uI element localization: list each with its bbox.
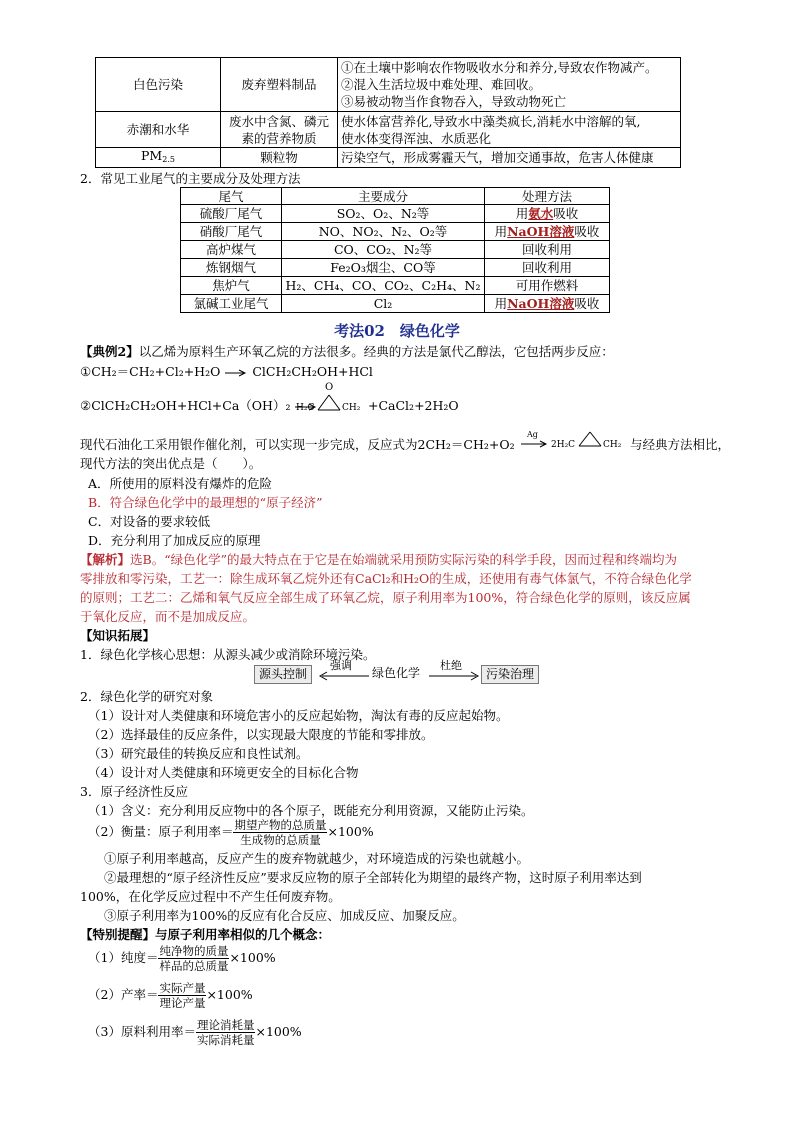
modern-method-tail: 与经典方法相比， bbox=[630, 437, 731, 452]
option-c: C．对设备的要求较低 bbox=[88, 514, 211, 529]
table-row bbox=[96, 148, 681, 168]
col-header: 处理方法 bbox=[485, 188, 610, 205]
list-item: （2）选择最佳的反应条件，以实现最大限度的节能和零排放。 bbox=[88, 727, 434, 742]
flow-arrow-right bbox=[428, 657, 480, 685]
section-title: 2．常见工业尾气的主要成分及处理方法 bbox=[80, 171, 301, 186]
ring-left: 2H₂C bbox=[551, 440, 576, 450]
gas-components: Cl₂ bbox=[282, 295, 485, 313]
eq1-products: ClCH₂CH₂OH+HCl bbox=[252, 364, 373, 379]
list-item: （3）研究最佳的转换反应和良性试剂。 bbox=[88, 746, 309, 761]
gas-components: CO、CO₂、N₂等 bbox=[282, 241, 485, 259]
eq2-products: +CaCl₂+2H₂O bbox=[368, 398, 459, 413]
knowledge-p3: 3．原子经济性反应 bbox=[80, 784, 188, 799]
option-b: B．符合绿色化学中的最理想的“原子经济” bbox=[88, 495, 323, 510]
fraction-numerator: 理论消耗量 bbox=[196, 1018, 255, 1032]
ring-right: CH₂ bbox=[603, 440, 622, 450]
pollution-harm bbox=[338, 58, 681, 112]
eq1-reactants: ①CH₂＝CH₂+Cl₂+H₂O bbox=[80, 364, 221, 379]
note-line: 100%，在化学反应过程中不产生任何废弃物。 bbox=[80, 889, 341, 904]
method-text: 吸收 bbox=[553, 206, 579, 221]
gas-method: 可用作燃料 bbox=[485, 277, 610, 295]
fraction-denominator: 理论产量 bbox=[159, 996, 206, 1010]
table-row bbox=[181, 295, 610, 313]
pollution-name bbox=[96, 148, 221, 168]
pollution-name: 白色污染 bbox=[96, 58, 221, 112]
pollution-source: 废弃塑料制品 bbox=[221, 58, 338, 112]
table-row bbox=[181, 205, 610, 223]
reminder-formula bbox=[88, 943, 276, 973]
option-a: A．所使用的原料没有爆炸的危险 bbox=[88, 476, 273, 491]
gas-components: Fe₂O₃烟尘、CO等 bbox=[282, 259, 485, 277]
reminder-tag: 【特别提醒】与原子利用率相似的几个概念： bbox=[80, 927, 331, 942]
pollution-harm bbox=[338, 112, 681, 148]
p3-formula bbox=[88, 818, 374, 847]
table-row bbox=[181, 277, 610, 295]
pm-sub: 2.5 bbox=[162, 155, 175, 164]
analysis-line: 零排放和零污染，工艺一：除生成环氧乙烷外还有CaCl₂和H₂O的生成，还使用有毒气体氯气，不符合绿色化学 bbox=[80, 571, 692, 586]
epoxide-ring-icon bbox=[296, 383, 376, 419]
fraction-numerator: 实际产量 bbox=[159, 981, 206, 995]
method-text: 用 bbox=[494, 296, 508, 311]
fraction-numerator: 纯净物的质量 bbox=[159, 944, 229, 958]
example-intro-text: 以乙烯为原料生产环氧乙烷的方法很多。经典的方法是氯代乙醇法，它包括两步反应： bbox=[138, 344, 614, 359]
flow-left-box: 源头控制 bbox=[254, 665, 312, 684]
epoxide-structure bbox=[577, 427, 637, 453]
method-highlight: 氨水 bbox=[528, 206, 554, 221]
formula-label: （2）衡量：原子利用率＝ bbox=[88, 824, 234, 839]
left-arrow-icon bbox=[318, 671, 370, 681]
gas-name: 焦炉气 bbox=[181, 277, 282, 295]
analysis-line bbox=[80, 552, 677, 568]
ring-o: O bbox=[325, 382, 334, 393]
reaction-arrow-icon bbox=[224, 368, 248, 378]
list-item: （4）设计对人类健康和环境更安全的目标化合物 bbox=[88, 765, 359, 780]
table-row bbox=[96, 58, 681, 112]
note-line: ②最理想的“原子经济性反应”要求反应物的原子全部转化为期望的最终产物，这时原子利用率达到 bbox=[104, 870, 642, 885]
flow-arrow-label: 杜绝 bbox=[440, 659, 462, 672]
gas-method bbox=[485, 223, 610, 241]
formula-fraction bbox=[196, 1018, 256, 1047]
method-highlight: NaOH溶液 bbox=[507, 296, 575, 311]
flow-arrow-label: 强调 bbox=[330, 659, 352, 672]
gas-components: H₂、CH₄、CO、CO₂、C₂H₄、N₂ bbox=[282, 277, 485, 295]
formula-label: （1）纯度＝ bbox=[88, 950, 159, 965]
formula-label: （3）原料利用率＝ bbox=[88, 1024, 196, 1039]
pollution-name: 赤潮和水华 bbox=[96, 112, 221, 148]
gas-name: 氯碱工业尾气 bbox=[181, 295, 282, 313]
formula-tail: ×100% bbox=[255, 1024, 302, 1039]
right-arrow-icon bbox=[428, 671, 480, 681]
example-intro bbox=[80, 344, 614, 360]
col-header: 主要成分 bbox=[282, 188, 485, 205]
flow-right-box: 污染治理 bbox=[481, 665, 539, 684]
fraction-denominator: 实际消耗量 bbox=[196, 1033, 255, 1047]
harm-line: ②混入生活垃圾中难处理、难回收。 bbox=[341, 77, 542, 92]
epoxide-structure bbox=[296, 383, 376, 419]
formula-tail: ×100% bbox=[327, 824, 374, 839]
knowledge-p2: 2．绿色化学的研究对象 bbox=[80, 689, 213, 704]
catalyst-label: Ag bbox=[527, 430, 538, 439]
section-heading: 考法02 绿色化学 bbox=[334, 322, 460, 340]
note-line: ①原子利用率越高，反应产生的废弃物就越少，对环境造成的污染也就越小。 bbox=[104, 851, 530, 866]
analysis-line: 于氧化反应，而不是加成反应。 bbox=[80, 609, 256, 624]
gas-name: 高炉煤气 bbox=[181, 241, 282, 259]
p3-definition: （1）含义：充分利用反应物中的各个原子，既能充分利用资源，又能防止污染。 bbox=[88, 803, 534, 818]
pollution-source: 颗粒物 bbox=[221, 148, 338, 168]
gas-method: 回收利用 bbox=[485, 241, 610, 259]
col-header: 尾气 bbox=[181, 188, 282, 205]
eq2-reactants: ②ClCH₂CH₂OH+HCl+Ca（OH）₂ bbox=[80, 398, 291, 413]
formula-tail: ×100% bbox=[206, 987, 253, 1002]
method-text: 吸收 bbox=[574, 296, 600, 311]
gas-table bbox=[180, 187, 610, 313]
analysis-text: 选B。“绿色化学”的最大特点在于它是在始端就采用预防实际污染的科学手段，因而过程和终端均为 bbox=[130, 552, 677, 567]
flow-center: 绿色化学 bbox=[372, 666, 421, 680]
list-item: （1）设计对人类健康和环境危害小的反应起始物，淘汰有毒的反应起始物。 bbox=[88, 708, 509, 723]
gas-components: NO、NO₂、N₂、O₂等 bbox=[282, 223, 485, 241]
fraction-denominator: 生成物的总质量 bbox=[240, 833, 321, 847]
table-row bbox=[181, 241, 610, 259]
formula-label: （2）产率＝ bbox=[88, 987, 159, 1002]
pm-label: PM bbox=[141, 148, 163, 163]
pollution-harm: 污染空气，形成雾霾天气，增加交通事故，危害人体健康 bbox=[338, 148, 681, 168]
reminder-formula bbox=[88, 1017, 302, 1047]
harm-line: 使水体变得浑浊、水质恶化 bbox=[341, 130, 492, 146]
ring-left: H₂C bbox=[296, 403, 315, 413]
knowledge-p1: 1．绿色化学核心思想：从源头减少或消除环境污染。 bbox=[80, 647, 376, 662]
gas-components: SO₂、O₂、N₂等 bbox=[282, 205, 485, 223]
modern-method bbox=[80, 437, 515, 453]
gas-name: 炼钢烟气 bbox=[181, 259, 282, 277]
harm-line: 使水体富营养化,导致水中藻类疯长,消耗水中溶解的氧, bbox=[341, 113, 641, 129]
pollution-table bbox=[95, 57, 681, 168]
formula-fraction bbox=[158, 944, 229, 973]
catalyst-arrow bbox=[520, 430, 550, 454]
gas-name: 硫酸厂尾气 bbox=[181, 205, 282, 223]
table-header-row bbox=[181, 188, 610, 205]
flow-arrow-left bbox=[318, 657, 370, 685]
knowledge-tag: 【知识拓展】 bbox=[80, 628, 156, 643]
analysis-tag: 【解析】 bbox=[80, 552, 131, 567]
formula-fraction bbox=[233, 818, 327, 847]
method-text: 吸收 bbox=[574, 224, 600, 239]
table-row bbox=[181, 259, 610, 277]
formula-tail: ×100% bbox=[229, 950, 276, 965]
gas-method: 回收利用 bbox=[485, 259, 610, 277]
pollution-source: 废水中含氮、磷元素的营养物质 bbox=[221, 112, 338, 148]
harm-line: ③易被动物当作食物吞入，导致动物死亡 bbox=[341, 94, 567, 109]
equation-1 bbox=[80, 364, 373, 380]
formula-fraction bbox=[158, 981, 206, 1010]
question-line: 现代方法的突出优点是（ ）。 bbox=[80, 456, 262, 471]
harm-line: ①在土壤中影响农作物吸收水分和养分,导致农作物减产。 bbox=[341, 60, 658, 75]
analysis-line: 的原则；工艺二：乙烯和氧气反应全部生成了环氧乙烷，原子利用率为100%，符合绿色化学的原则，该反应属 bbox=[80, 590, 691, 605]
gas-method bbox=[485, 205, 610, 223]
table-row bbox=[181, 223, 610, 241]
gas-method bbox=[485, 295, 610, 313]
ring-right: CH₂ bbox=[342, 403, 361, 413]
equation-2 bbox=[80, 398, 318, 414]
method-text: 用 bbox=[494, 224, 508, 239]
fraction-numerator: 期望产物的总质量 bbox=[234, 818, 327, 832]
example-tag: 【典例2】 bbox=[80, 344, 139, 359]
reaction-arrow-icon bbox=[520, 439, 550, 449]
fraction-denominator: 样品的总质量 bbox=[159, 959, 229, 973]
gas-name: 硝酸厂尾气 bbox=[181, 223, 282, 241]
table-row bbox=[96, 112, 681, 148]
note-line: ③原子利用率为100%的反应有化合反应、加成反应、加聚反应。 bbox=[104, 908, 465, 923]
modern-reactants: 现代石油化工采用银作催化剂，可以实现一步完成，反应式为2CH₂＝CH₂+O₂ bbox=[80, 437, 515, 452]
reminder-formula bbox=[88, 980, 253, 1010]
method-text: 用 bbox=[515, 206, 529, 221]
option-d: D．充分利用了加成反应的原理 bbox=[88, 533, 261, 548]
method-highlight: NaOH溶液 bbox=[507, 224, 575, 239]
